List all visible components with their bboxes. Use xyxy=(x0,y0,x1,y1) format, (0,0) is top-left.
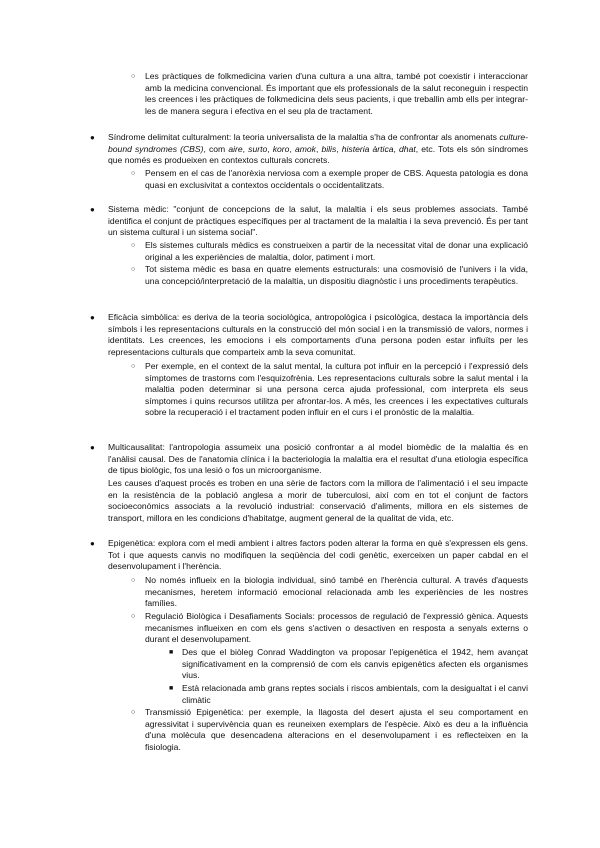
filled-square-bullet-icon: ■ xyxy=(169,649,174,656)
paragraph: Pensem en el cas de l'anorèxia nerviosa com a exemple proper de CBS. Aquesta patologia es dona quasi en exclusivitat a contextos occidentals o occidentalitzats. xyxy=(145,168,528,190)
filled-circle-bullet-icon: ● xyxy=(90,133,95,142)
list-item xyxy=(131,264,528,287)
paragraph: Les pràctiques de folkmedicina varien d'una cultura a una altra, també pot coexistir i interaccionar amb la medicina convencional. És important que els professionals de la salut reconeguin i respectin les creences i les pràctiques de folkmedicina dels seus pacients, i que treballin amb ells per integrar-les de manera segura i efectiva en el seu pla de tractament. xyxy=(145,71,528,116)
paragraph: Els sistemes culturals mèdics es construeixen a partir de la necessitat vital de donar una explicació original a les experiències de malaltia, dolor, patiment i mort. xyxy=(145,240,528,262)
list-item xyxy=(90,204,528,239)
list-item xyxy=(131,71,528,117)
paragraph: Regulació Biològica i Desafiaments Socials: processos de regulació de l'expressió gènica. Aquests mecanismes influeixen en com els gens s'activen o desactiven en resposta a senyals externs o durant el desenvolupament. xyxy=(145,611,528,645)
filled-circle-bullet-icon: ● xyxy=(90,539,95,548)
paragraph: Síndrome delimitat culturalment: la teoria universalista de la malaltia s'ha de confrontar als anomenats culture-bound syndromes (CBS), com aire, surto, koro, amok, bilis, histeria àrtica, dhat, etc. Tots els són síndromes que només es produeixen en contextos culturals concrets. xyxy=(108,132,529,166)
paragraph: Les causes d'aquest procés es troben en una sèrie de factors com la millora de l'alimentació i el seu impacte en la resistència de la població anglesa a morir de tuberculosi, així com en tot el conjunt de factors socioeconòmics associats a la revolució industrial: conservació d'aliments, millora en els sistemes de transport, millora en les condicions d'habitatge, augment general de la qualitat de vida, etc. xyxy=(108,478,528,523)
hollow-circle-bullet-icon: ○ xyxy=(131,242,136,249)
list-item xyxy=(90,312,528,358)
list-item xyxy=(131,611,528,646)
filled-square-bullet-icon: ■ xyxy=(169,685,174,692)
filled-circle-bullet-icon: ● xyxy=(90,205,95,214)
paragraph: Des que el biòleg Conrad Waddington va proposar l'epigenètica el 1942, hem avançat significativament en la comprensió de com els canvis epigenètics afecten els organismes vius. xyxy=(182,647,528,681)
filled-circle-bullet-icon: ● xyxy=(90,443,95,452)
hollow-circle-bullet-icon: ○ xyxy=(131,577,136,584)
list-item xyxy=(90,442,528,477)
paragraph: Tot sistema mèdic es basa en quatre elements estructurals: una cosmovisió de l'univers i la vida, una concepció/interpretació de la malaltia, un dispositiu diagnòstic i uns procediments terapèutics. xyxy=(145,264,528,286)
paragraph: Epigenètica: explora com el medi ambient i altres factors poden alterar la forma en què s'expressen els gens. Tot i que aquests canvis no modifiquen la seqüència del codi genètic, exerceixen un paper cabdal en el desenvolupament i l'herència. xyxy=(108,538,528,572)
list-item xyxy=(90,132,529,167)
paragraph-continuation xyxy=(108,478,528,524)
list-item xyxy=(131,361,528,419)
list-item xyxy=(131,240,528,263)
list-item xyxy=(169,683,528,706)
list-item xyxy=(131,575,528,610)
paragraph: Està relacionada amb grans reptes socials i riscos ambientals, com la desigualtat i el canvi climàtic xyxy=(182,683,528,705)
list-item xyxy=(169,647,528,682)
filled-circle-bullet-icon: ● xyxy=(90,313,95,322)
hollow-circle-bullet-icon: ○ xyxy=(131,266,136,273)
paragraph: Sistema mèdic: "conjunt de concepcions de la salut, la malaltia i els seus problemes associats. També identifica el conjunt de pràctiques específiques per al tractament de la malaltia i la seva prevenció. És per tant un sistema cultural i un sistema social". xyxy=(108,204,528,238)
paragraph: No només influeix en la biologia individual, sinó també en l'herència cultural. A través d'aquests mecanismes, heretem informació emocional relacionada amb les experiències de les nostres famílies. xyxy=(145,575,528,609)
hollow-circle-bullet-icon: ○ xyxy=(131,363,136,370)
paragraph: Transmissió Epigenètica: per exemple, la llagosta del desert ajusta el seu comportament en agressivitat i supervivència quan es reuneixen exemplars de l'espècie. Això es deu a la influència d'una molècula que desencadena alteracions en el desenvolupament i es reflecteixen en la fisiologia. xyxy=(145,707,528,752)
list-item xyxy=(90,538,528,573)
paragraph: Per exemple, en el context de la salut mental, la cultura pot influir en la percepció i l'expressió dels símptomes de trastorns com l'esquizofrènia. Les representacions culturals sobre la salut mental i la malaltia poden determinar si una persona cerca ajuda professional, com interpreta els seus símptomes i quins recursos utilitza per afrontar-los. A més, les creences i les expectatives culturals sobre la recuperació i el tractament poden influir en el curs i el pronòstic de la malaltia. xyxy=(145,361,528,418)
hollow-circle-bullet-icon: ○ xyxy=(131,73,136,80)
list-item xyxy=(131,707,528,753)
paragraph: Multicausalitat: l'antropologia assumeix una posició confrontar a al model biomèdic de la malaltia és en l'anàlisi causal. Des de l'anatomia clínica i la bacteriologia la malaltia era el resultat d'una etiologia específica de tipus biològic, fos una lesió o fos un microorganisme. xyxy=(108,442,528,476)
hollow-circle-bullet-icon: ○ xyxy=(131,170,136,177)
list-item xyxy=(131,168,528,191)
paragraph: Eficàcia simbòlica: es deriva de la teoria sociològica, antropològica i psicològica, destaca la importància dels símbols i les representacions culturals en la construcció del món social i en la transmissió de valors, normes i identitats. Les creences, les emocions i els comportaments d'una persona poden estar influïts per les representacions culturals que comparteix amb la seva comunitat. xyxy=(108,312,528,357)
hollow-circle-bullet-icon: ○ xyxy=(131,613,136,620)
hollow-circle-bullet-icon: ○ xyxy=(131,709,136,716)
